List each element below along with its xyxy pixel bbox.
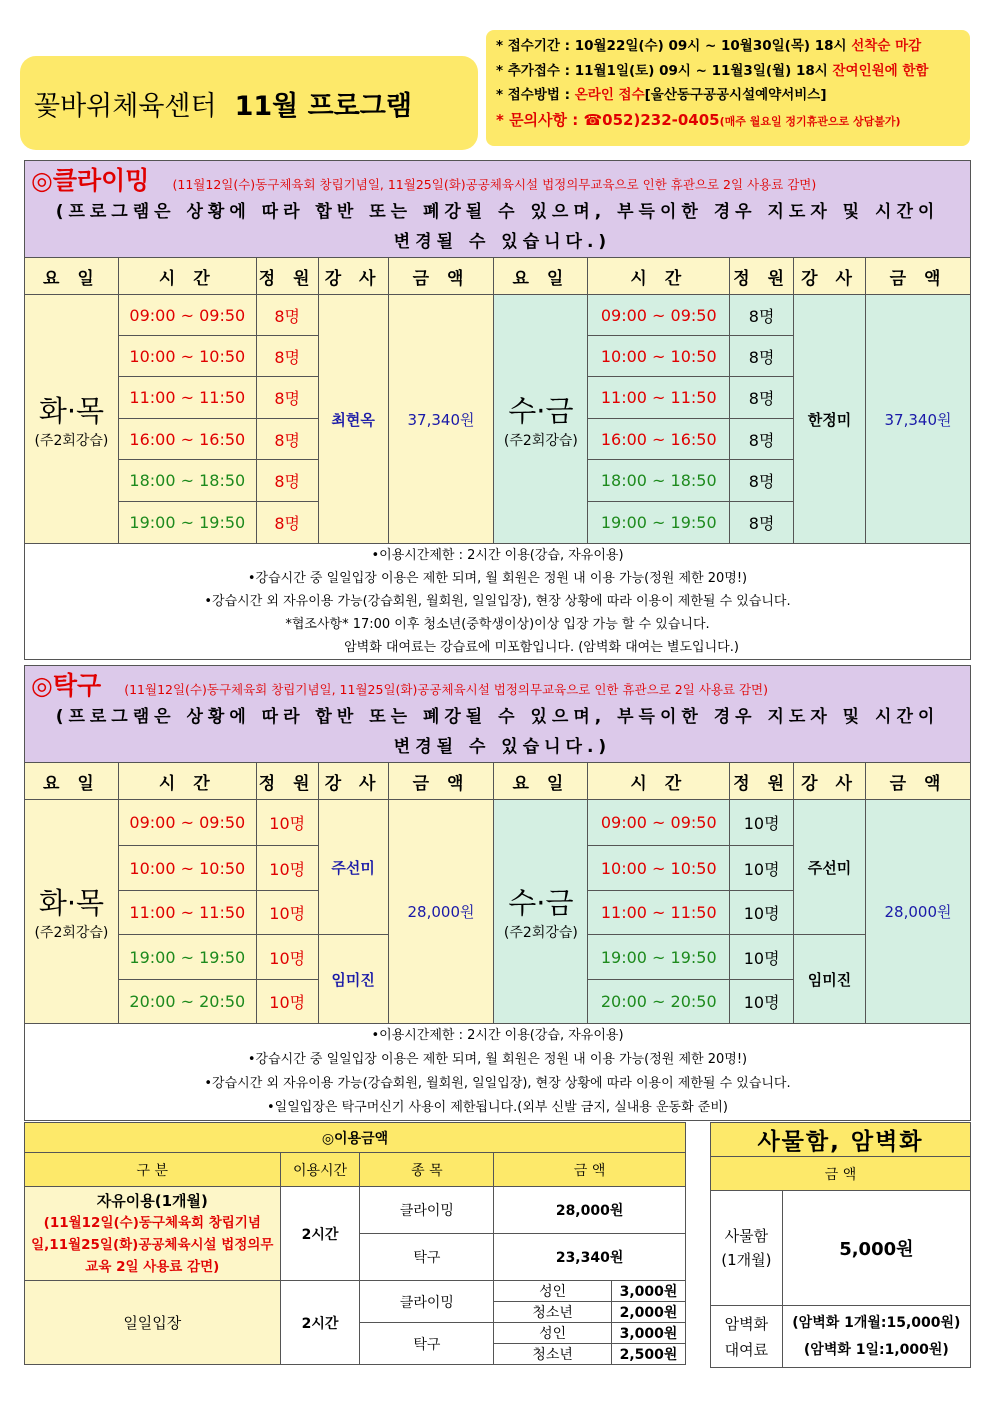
price: 28,000원 [865,800,970,1024]
locker-title: 사물함, 암벽화 [711,1123,971,1157]
tabletennis-left-day: 화·목 (주2회강습) [25,800,119,1024]
capacity: 8명 [256,502,318,544]
time-slot: 09:00 ~ 09:50 [588,800,730,846]
climbing-rules: •이용시간제한 : 2시간 이용(강습, 자유이용) •강습시간 중 일일입장 이용은 제한 되며, 월 회원은 정원 내 이용 가능(정원 제한 20명!) •강습시간 외 자유이용 가능(강습회원, 월회원, 일일입장), 현장 상황에 따라 이용이 제한될 수 있습니다. *협조사항* 17:00 이후 청소년(중학생이상)이상 입장 가능 할 수 있습니다. 암벽화 대여료는 강습료에 미포함입니다. (암벽화 대여는 별도입니다.) [25,544,971,660]
time-slot: 09:00 ~ 09:50 [118,295,256,336]
fee-price: 2,000원 [612,1302,686,1323]
time-slot: 19:00 ~ 19:50 [588,935,730,980]
fee-daily-time: 2시간 [280,1281,360,1365]
header-time: 시 간 [588,763,730,800]
fee-price: 2,500원 [612,1344,686,1365]
fee-header-time: 이용시간 [280,1153,360,1187]
tabletennis-title: ◎탁구 [31,671,102,700]
capacity: 8명 [730,502,794,544]
fee-age: 청소년 [494,1302,612,1323]
time-slot: 16:00 ~ 16:50 [588,419,730,460]
tabletennis-rules: •이용시간제한 : 2시간 이용(강습, 자유이용) •강습시간 중 일일입장 이용은 제한 되며, 월 회원은 정원 내 이용 가능(정원 제한 20명!) •강습시간 외 자유이용 가능(강습회원, 월회원, 일일입장), 현장 상황에 따라 이용이 제한될 수 있습니다. •일일입장은 탁구머신기 사용이 제한됩니다.(외부 신발 금지, 실내용 운동화 준비) [25,1024,971,1121]
fee-price: 3,000원 [612,1323,686,1344]
header-teacher: 강 사 [318,763,388,800]
header-time: 시 간 [118,763,256,800]
fee-price: 3,000원 [612,1281,686,1302]
time-slot: 11:00 ~ 11:50 [588,377,730,419]
fee-monthly: 자유이용(1개월) (11월12일(수)동구체육회 창립기념일,11월25일(화)공공체육시설 법정의무교육 2일 사용료 감면) [25,1187,281,1281]
climbing-notice: (프로그램은 상황에 따라 합반 또는 폐강될 수 있으며, 부득이한 경우 지도자 및 시간이 변경될 수 있습니다.) [25,197,971,258]
fee-table [24,1122,686,1365]
fee-header-category: 구 분 [25,1153,281,1187]
fee-age: 성인 [494,1281,612,1302]
tabletennis-note: (11월12일(수)동구체육회 창립기념일, 11월25일(화)공공체육시설 법정의무교육으로 인한 휴관으로 2일 사용료 감면) [124,682,768,697]
header-day: 요 일 [25,763,119,800]
locker-label: 사물함 (1개월) [711,1191,783,1306]
tabletennis-right-day: 수·금 (주2회강습) [494,800,588,1024]
registration-info [486,30,970,146]
time-slot: 20:00 ~ 20:50 [588,980,730,1024]
time-slot: 19:00 ~ 19:50 [118,935,256,980]
fee-item: 탁구 [360,1323,494,1365]
capacity: 10명 [730,800,794,846]
header-price: 금 액 [388,763,494,800]
locker-price: 5,000원 [782,1191,970,1306]
locker-header: 금 액 [711,1157,971,1191]
fee-monthly-time: 2시간 [280,1187,360,1281]
header-teacher: 강 사 [794,258,866,295]
capacity: 10명 [256,980,318,1024]
teacher: 임미진 [794,935,866,1024]
fee-item: 클라이밍 [360,1281,494,1323]
capacity: 10명 [730,891,794,935]
fee-age: 청소년 [494,1344,612,1365]
capacity: 8명 [730,377,794,419]
capacity: 8명 [730,295,794,336]
time-slot: 10:00 ~ 10:50 [118,336,256,377]
page-title: 꽃바위체육센터 11월 프로그램 [20,56,478,150]
time-slot: 11:00 ~ 11:50 [118,891,256,935]
time-slot: 20:00 ~ 20:50 [118,980,256,1024]
header-teacher: 강 사 [794,763,866,800]
time-slot: 09:00 ~ 09:50 [588,295,730,336]
time-slot: 11:00 ~ 11:50 [588,891,730,935]
time-slot: 10:00 ~ 10:50 [588,846,730,891]
fee-item: 탁구 [360,1234,494,1281]
fee-daily: 일일입장 [25,1281,281,1365]
teacher: 최현옥 [318,295,388,544]
info-method: * 접수방법 : 온라인 접수[울산동구공공시설예약서비스] [496,87,827,103]
tabletennis-notice: (프로그램은 상황에 따라 합반 또는 폐강될 수 있으며, 부득이한 경우 지도자 및 시간이 변경될 수 있습니다.) [25,702,971,763]
time-slot: 09:00 ~ 09:50 [118,800,256,846]
capacity: 10명 [256,935,318,980]
price: 37,340원 [388,295,494,544]
teacher: 임미진 [318,935,388,1024]
header-price: 금 액 [388,258,494,295]
header-price: 금 액 [865,763,970,800]
capacity: 10명 [256,846,318,891]
capacity: 8명 [730,460,794,502]
info-extra: * 추가접수 : 11월1일(토) 09시 ~ 11월3일(월) 18시 잔여인원에 한함 [496,62,929,79]
fee-age: 성인 [494,1323,612,1344]
climbing-table [24,160,971,660]
climbing-title: ◎클라이밍 [31,166,150,195]
time-slot: 18:00 ~ 18:50 [118,460,256,502]
fee-price: 28,000원 [494,1187,686,1234]
info-period: * 접수기간 : 10월22일(수) 09시 ~ 10월30일(목) 18시 선착순 마감 [496,38,922,54]
price: 28,000원 [388,800,494,1024]
header-capacity: 정 원 [256,258,318,295]
header-day: 요 일 [25,258,119,295]
header-day: 요 일 [494,258,588,295]
fee-header-item: 종 목 [360,1153,494,1187]
capacity: 8명 [256,336,318,377]
header-day: 요 일 [494,763,588,800]
capacity: 8명 [256,377,318,419]
capacity: 10명 [730,935,794,980]
capacity: 10명 [730,980,794,1024]
shoe-label: 암벽화 대여료 [711,1306,783,1368]
time-slot: 19:00 ~ 19:50 [118,502,256,544]
capacity: 8명 [730,336,794,377]
capacity: 10명 [256,800,318,846]
info-contact: * 문의사항 : ☎052)232-0405(매주 월요일 정기휴관으로 상담불가) [496,110,901,129]
fee-header-price: 금 액 [494,1153,686,1187]
capacity: 10명 [256,891,318,935]
capacity: 10명 [730,846,794,891]
locker-table [710,1122,971,1368]
climbing-note: (11월12일(수)동구체육회 창립기념일, 11월25일(화)공공체육시설 법정의무교육으로 인한 휴관으로 2일 사용료 감면) [172,177,817,192]
header-capacity: 정 원 [730,258,794,295]
fee-price: 23,340원 [494,1234,686,1281]
time-slot: 19:00 ~ 19:50 [588,502,730,544]
tabletennis-table [24,665,971,1121]
capacity: 8명 [256,295,318,336]
header-time: 시 간 [588,258,730,295]
header-teacher: 강 사 [318,258,388,295]
capacity: 8명 [256,419,318,460]
teacher: 한정미 [794,295,866,544]
price: 37,340원 [865,295,970,544]
time-slot: 16:00 ~ 16:50 [118,419,256,460]
header-time: 시 간 [118,258,256,295]
teacher: 주선미 [318,800,388,935]
fee-title: ◎이용금액 [25,1123,686,1153]
fee-item: 클라이밍 [360,1187,494,1234]
time-slot: 11:00 ~ 11:50 [118,377,256,419]
header-capacity: 정 원 [730,763,794,800]
climbing-right-day: 수·금 (주2회강습) [494,295,588,544]
capacity: 8명 [256,460,318,502]
header-price: 금 액 [865,258,970,295]
teacher: 주선미 [794,800,866,935]
shoe-price: (암벽화 1개월:15,000원) (암벽화 1일:1,000원) [782,1306,970,1368]
time-slot: 18:00 ~ 18:50 [588,460,730,502]
capacity: 8명 [730,419,794,460]
time-slot: 10:00 ~ 10:50 [588,336,730,377]
time-slot: 10:00 ~ 10:50 [118,846,256,891]
header-capacity: 정 원 [256,763,318,800]
climbing-left-day: 화·목 (주2회강습) [25,295,119,544]
